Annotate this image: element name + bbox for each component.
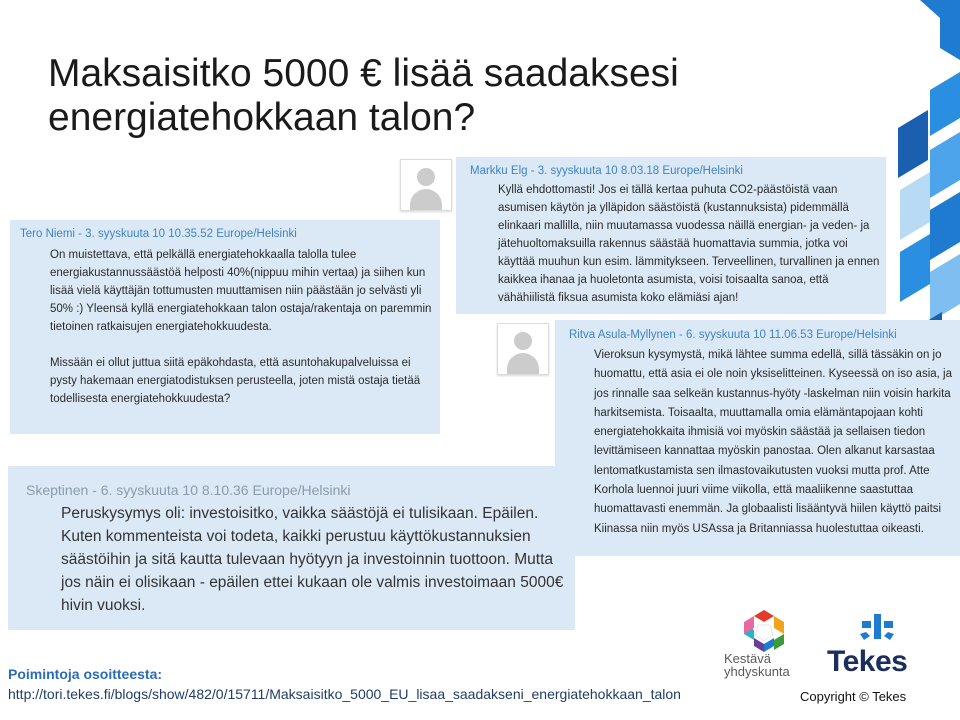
avatar-icon: [400, 159, 452, 211]
comment-card-markku-elg: [456, 157, 886, 314]
comment-body: [50, 246, 435, 426]
comment-body: Kyllä ehdottomasti! Jos ei tällä kertaa puhuta CO2-päästöistä vaan asumisen käytön ja ylläpidon säästöistä (kustannuksista) pidemmällä elinkaari mallilla, niin muutamassa vuodessa näillä energian- ja veden- ja jätehuoltomaksuilla rakennus säästää huomattavia summia, jotka voi käyttää muuhun kun esim. lämmitykseen. Terveellinen, turvallinen ja ennen kaikkea ihanaa ja huoletonta asumista, voisi toisaalta sanoa, että vähähiilistä fiksua asumista koko elämiäsi ajan!: [498, 184, 880, 304]
copyright-notice: Copyright © Tekes: [800, 689, 907, 704]
comment-author-meta[interactable]: Skeptinen - 6. syyskuuta 10 8.10.36 Europe/Helsinki: [26, 482, 351, 498]
slide-title: Maksaisitko 5000 € lisää saadaksesi energiatehokkaan talon?: [48, 52, 679, 139]
comment-author-meta[interactable]: Tero Niemi - 3. syyskuuta 10 10.35.52 Europe/Helsinki: [20, 228, 297, 240]
source-link[interactable]: http://tori.tekes.fi/blogs/show/482/0/15711/Maksaisitko_5000_EU_lisaa_saadakseni_energiatehokkaan_talon: [8, 686, 681, 702]
kestava-yhdyskunta-logo-icon: [740, 608, 788, 654]
comment-body: Vieroksun kysymystä, mikä lähtee summa edellä, sillä tässäkin on jo huomattu, että asia ei ole noin yksiselitteinen. Kyseessä on iso asia, ja jos rinnalle saa selkeän kustannus-hyöty -laskelman niin voisin harkita harkitsemista. Toisaalta, muuttamalla omia elämäntapojaan kohti energiatehokkaita ihmisiä voi myöskin säästää ja sellaisen tiedon levittämiseen kannattaa myöskin panostaa. Olen alkanut karsastaa lentomatkustamista sen ilmastovaikutusten vuoksi mutta prof. Atte Korhola luennoi juuri viime viikolla, että maaliikenne saastuttaa huomattavasti enemmän. Ja globaalisti lisääntyvä hiilen käyttö paitsi Kiinassa niin myös USAssa ja Britanniassa huolestuttaa oikeasti.: [594, 349, 952, 535]
comment-paragraph: Missään ei ollut juttua siitä epäkohdasta, että asuntohakupalveluissa ei pysty hakemaan energiatodistuksen perusteella, joten mistä ostaja tietää todellisesta energiatehokkuudesta?: [50, 357, 421, 405]
logo-text-line: yhdyskunta: [724, 664, 790, 679]
comment-body: Peruskysymys oli: investoisitko, vaikka säästöjä ei tulisikaan. Epäilen. Kuten kommenteista voi todeta, kaikki perustuu käyttökustannuksien säästöihin ja sitä kautta tulevaan hyötyyn ja investoinnin tuottoon. Mutta jos näin ei olisikaan - epäilen ettei kukaan ole valmis investoimaan 5000€ hivin vuoksi.: [61, 505, 564, 614]
tekes-wordmark: Tekes: [827, 645, 908, 678]
comment-card-skeptinen: [8, 466, 575, 630]
comment-paragraph: On muistettava, että pelkällä energiatehokkaalla talolla tulee energiakustannussäästöä helposti 40%(nippuu mihin vertaa) ja siihen kun lisää vielä käyttäjän tottumusten muuttamisen niin päästään jo selvästi yli 50% :) Yleensä kyllä energiatehokkaan talon ostaja/rakentaja on paremmin tietoinen ratkaisujen energiatehokkuudesta.: [50, 249, 432, 333]
source-label: Poimintoja osoitteesta:: [8, 666, 163, 682]
kestava-yhdyskunta-wordmark: [724, 652, 790, 678]
logo-text-line: Kestävä: [724, 651, 771, 666]
comment-author-meta[interactable]: Ritva Asula-Myllynen - 6. syyskuuta 10 11.06.53 Europe/Helsinki: [569, 329, 897, 341]
comment-author-meta[interactable]: Markku Elg - 3. syyskuuta 10 8.03.18 Europe/Helsinki: [470, 165, 743, 177]
comment-card-tero-niemi: [10, 220, 440, 434]
comment-card-ritva-asula-myllynen: [555, 320, 960, 556]
avatar-icon: [497, 323, 549, 375]
